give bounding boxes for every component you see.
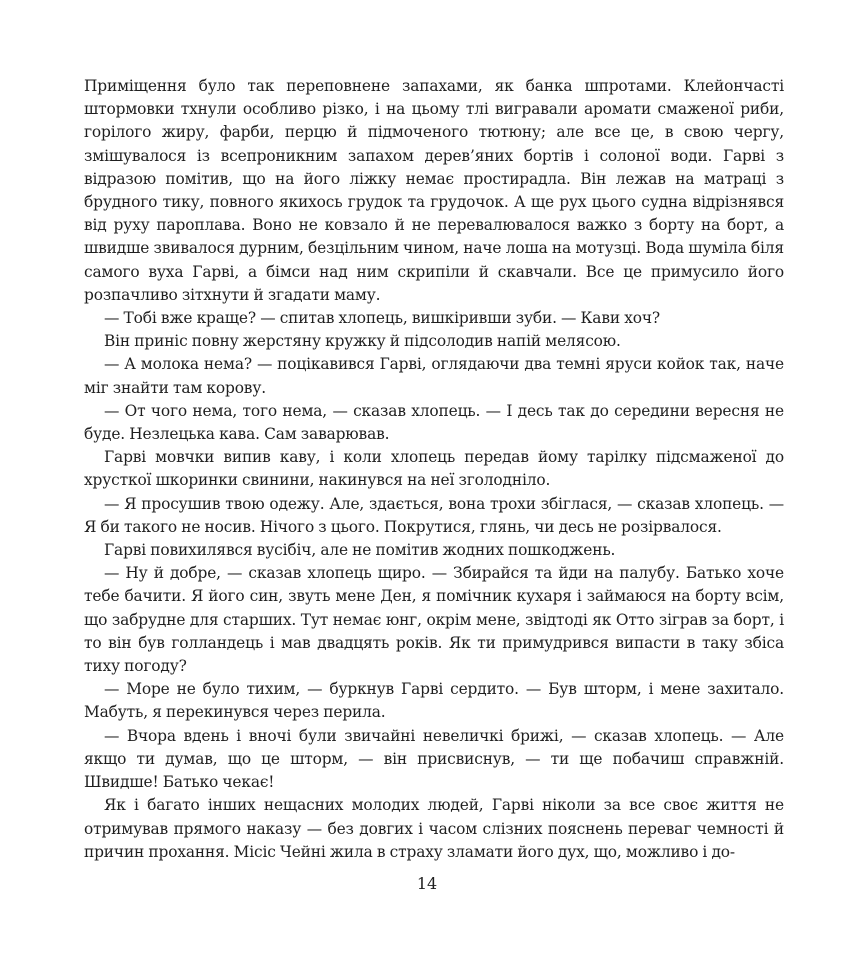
paragraph: Гарві мовчки випив каву, і коли хлопець передав йому тарілку підсмаженої до хрусткої шкоринки свинини, накинувся на неї зголодніло. — [84, 448, 784, 490]
paragraph: — Море не було тихим, — буркнув Гарві сердито. — Був шторм, і мене захитало. Мабуть, я перекинувся через перила. — [84, 680, 784, 722]
paragraph: Гарві повихилявся вусібіч, але не помітив жодних пошкоджень. — [104, 541, 616, 560]
paragraph: — Тобі вже краще? — спитав хлопець, вишкіривши зуби. — Кави хоч? — [104, 309, 660, 328]
paragraph: Приміщення було так переповнене запахами, як банка шпротами. Клейончасті штормовки тхнули особливо різко, і на цьому тлі вигравали аромати смаженої риби, горілого жиру, фарби, перцю й підмоченого тютюну; але все це, в свою чергу, змішувалося із всепроникним запахом дерев’яних бортів і солоної води. Гарві з відразою помітив, що на його ліжку немає простирадла. Він лежав на матраці з брудного тику, повного якихось грудок та грудочок. А ще рух цього судна відрізнявся від руху пароплава. Воно не ковзало й не перевалювалося важко з борту на борт, а швидше звивалося дурним, безцільним чином, наче лоша на мотузці. Вода шуміла біля самого вуха Гарві, а бімси над ним скрипіли й скавчали. Все це примусило його розпачливо зітхнути й згадати маму. — [84, 77, 784, 304]
paragraph: — Вчора вдень і вночі були звичайні невеличкі брижі, — сказав хлопець. — Але якщо ти думав, що це шторм, — він присвиснув, — ти ще побачиш справжній. Швидше! Батько чекає! — [84, 726, 784, 792]
paragraph: Він приніс повну жерстяну кружку й підсолодив напій мелясою. — [104, 332, 621, 351]
paragraph: Як і багато інших нещасних молодих людей, Гарві ніколи за все своє життя не отримував прямого наказу — без довгих і часом слізних пояснень переваг чемності й причин прохання. Місіс Чейні жила в страху зламати його дух, що, можливо і до- — [84, 796, 784, 861]
body-text — [84, 75, 784, 864]
page-number: 14 — [416, 874, 438, 893]
paragraph: — От чого нема, того нема, — сказав хлопець. — І десь так до середини вересня не буде. Незлецька кава. Сам заварював. — [84, 401, 784, 444]
paragraph: — Я просушив твою одежу. Але, здається, вона трохи збіглася, — сказав хлопець. — Я би такого не носив. Нічого з цього. Покрутися, глянь, чи десь не розірвалося. — [84, 494, 784, 536]
paragraph: — Ну й добре, — сказав хлопець щиро. — Збирайся та йди на палубу. Батько хоче тебе бачити. Я його син, звуть мене Ден, я помічник кухаря і займаюся на борту всім, що забрудне для старших. Тут немає юнг, окрім мене, звідтоді як Отто зіграв за борт, і то він був голландець і мав двадцять років. Як ти примудрився випасти в таку збіса тиху погоду? — [84, 564, 784, 676]
paragraph: — А молока нема? — поцікавився Гарві, оглядаючи два темні яруси койок так, наче міг знайти там корову. — [84, 355, 784, 397]
